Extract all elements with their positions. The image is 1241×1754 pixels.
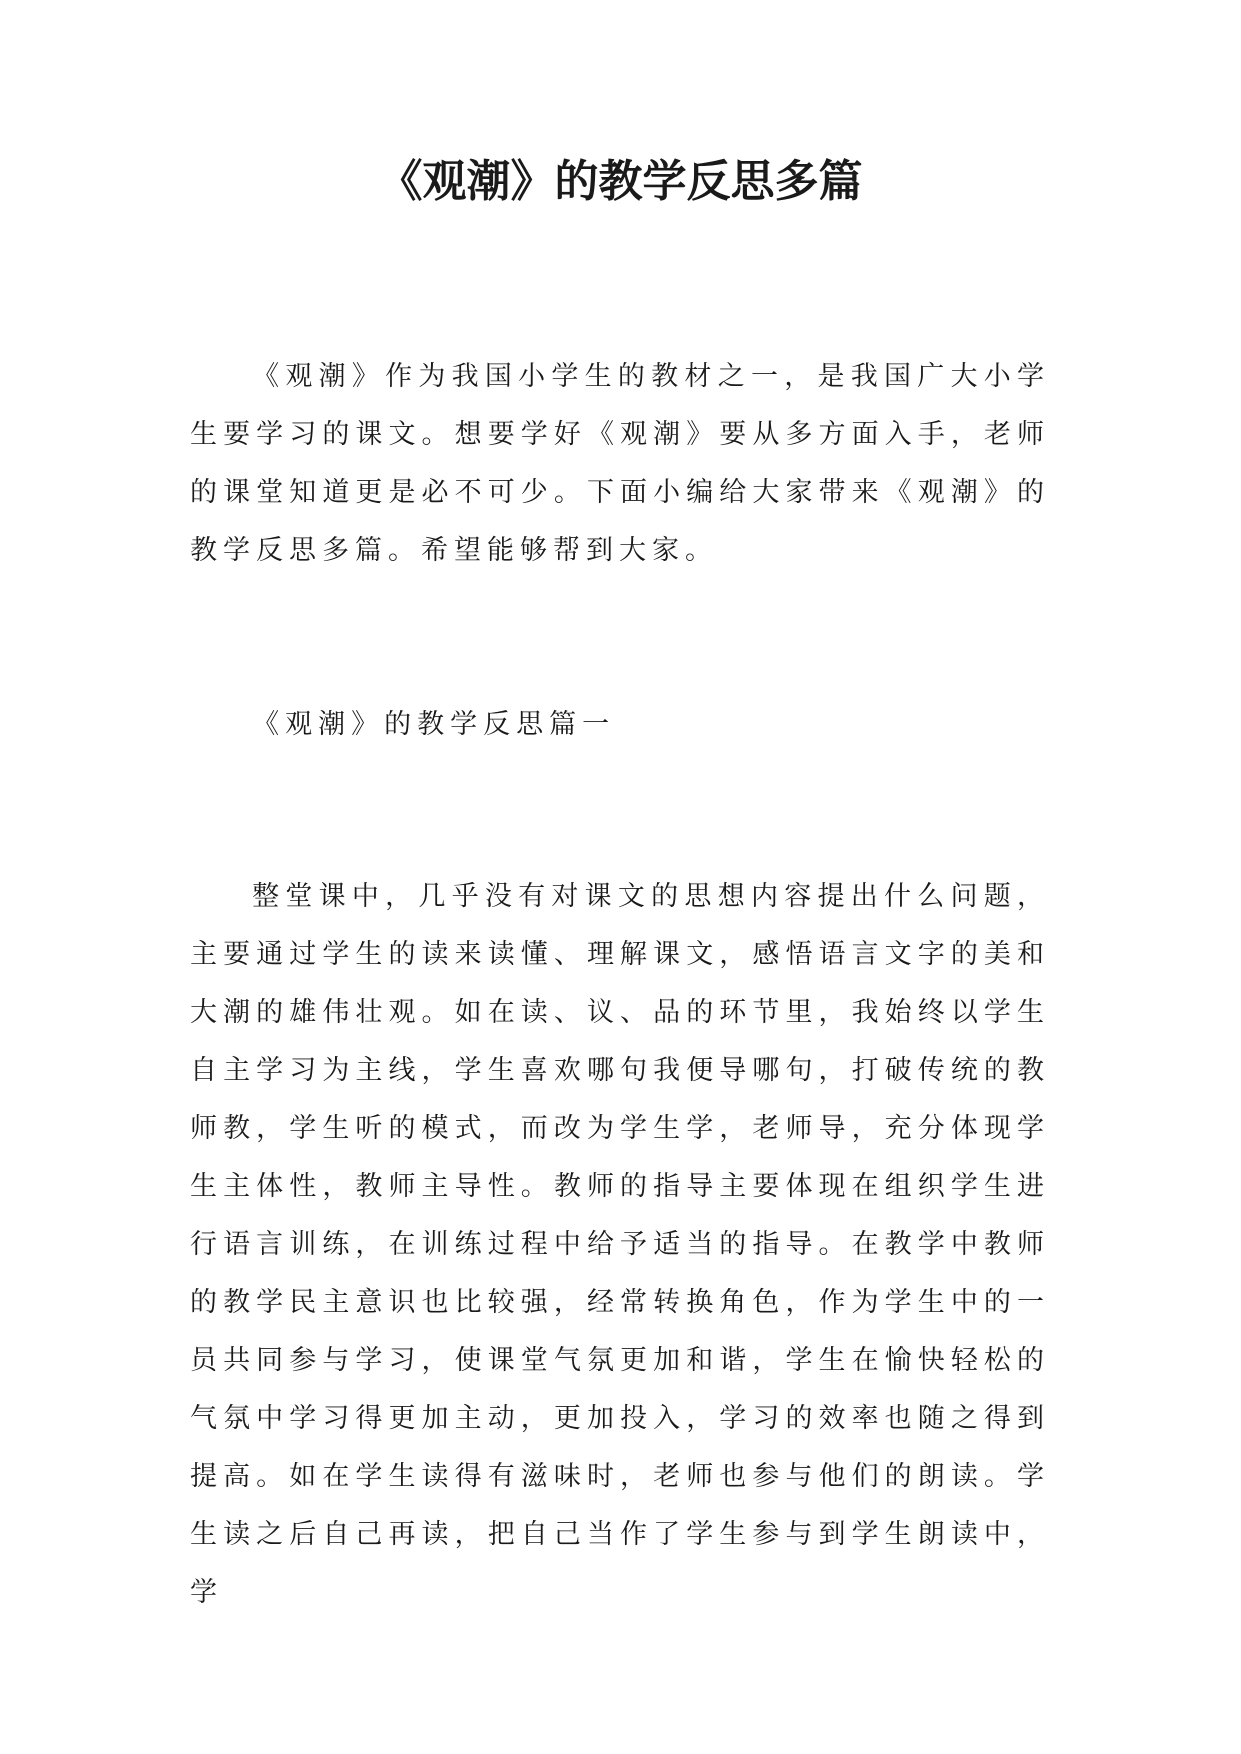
intro-paragraph: 《观潮》作为我国小学生的教材之一，是我国广大小学生要学习的课文。想要学好《观潮》要从多方面入手，老师的课堂知道更是必不可少。下面小编给大家带来《观潮》的教学反思多篇。希望能够帮到大家。 bbox=[190, 361, 1050, 566]
document-title: 《观潮》的教学反思多篇 bbox=[378, 156, 863, 207]
body-paragraph: 整堂课中，几乎没有对课文的思想内容提出什么问题，主要通过学生的读来读懂、理解课文，感悟语言文字的美和大潮的雄伟壮观。如在读、议、品的环节里，我始终以学生自主学习为主线，学生喜欢哪句我便导哪句，打破传统的教师教，学生听的模式，而改为学生学，老师导，充分体现学生主体性，教师主导性。教师的指导主要体现在组织学生进行语言训练，在训练过程中给予适当的指导。在教学中教师的教学民主意识也比较强，经常转换角色，作为学生中的一员共同参与学习，使课堂气氛更加和谐，学生在愉快轻松的气氛中学习得更加主动，更加投入，学习的效率也随之得到提高。如在学生读得有滋味时，老师也参与他们的朗读。学生读之后自己再读，把自己当作了学生参与到学生朗读中，学 bbox=[190, 881, 1050, 1608]
section-heading: 《观潮》的教学反思篇一 bbox=[252, 709, 616, 740]
